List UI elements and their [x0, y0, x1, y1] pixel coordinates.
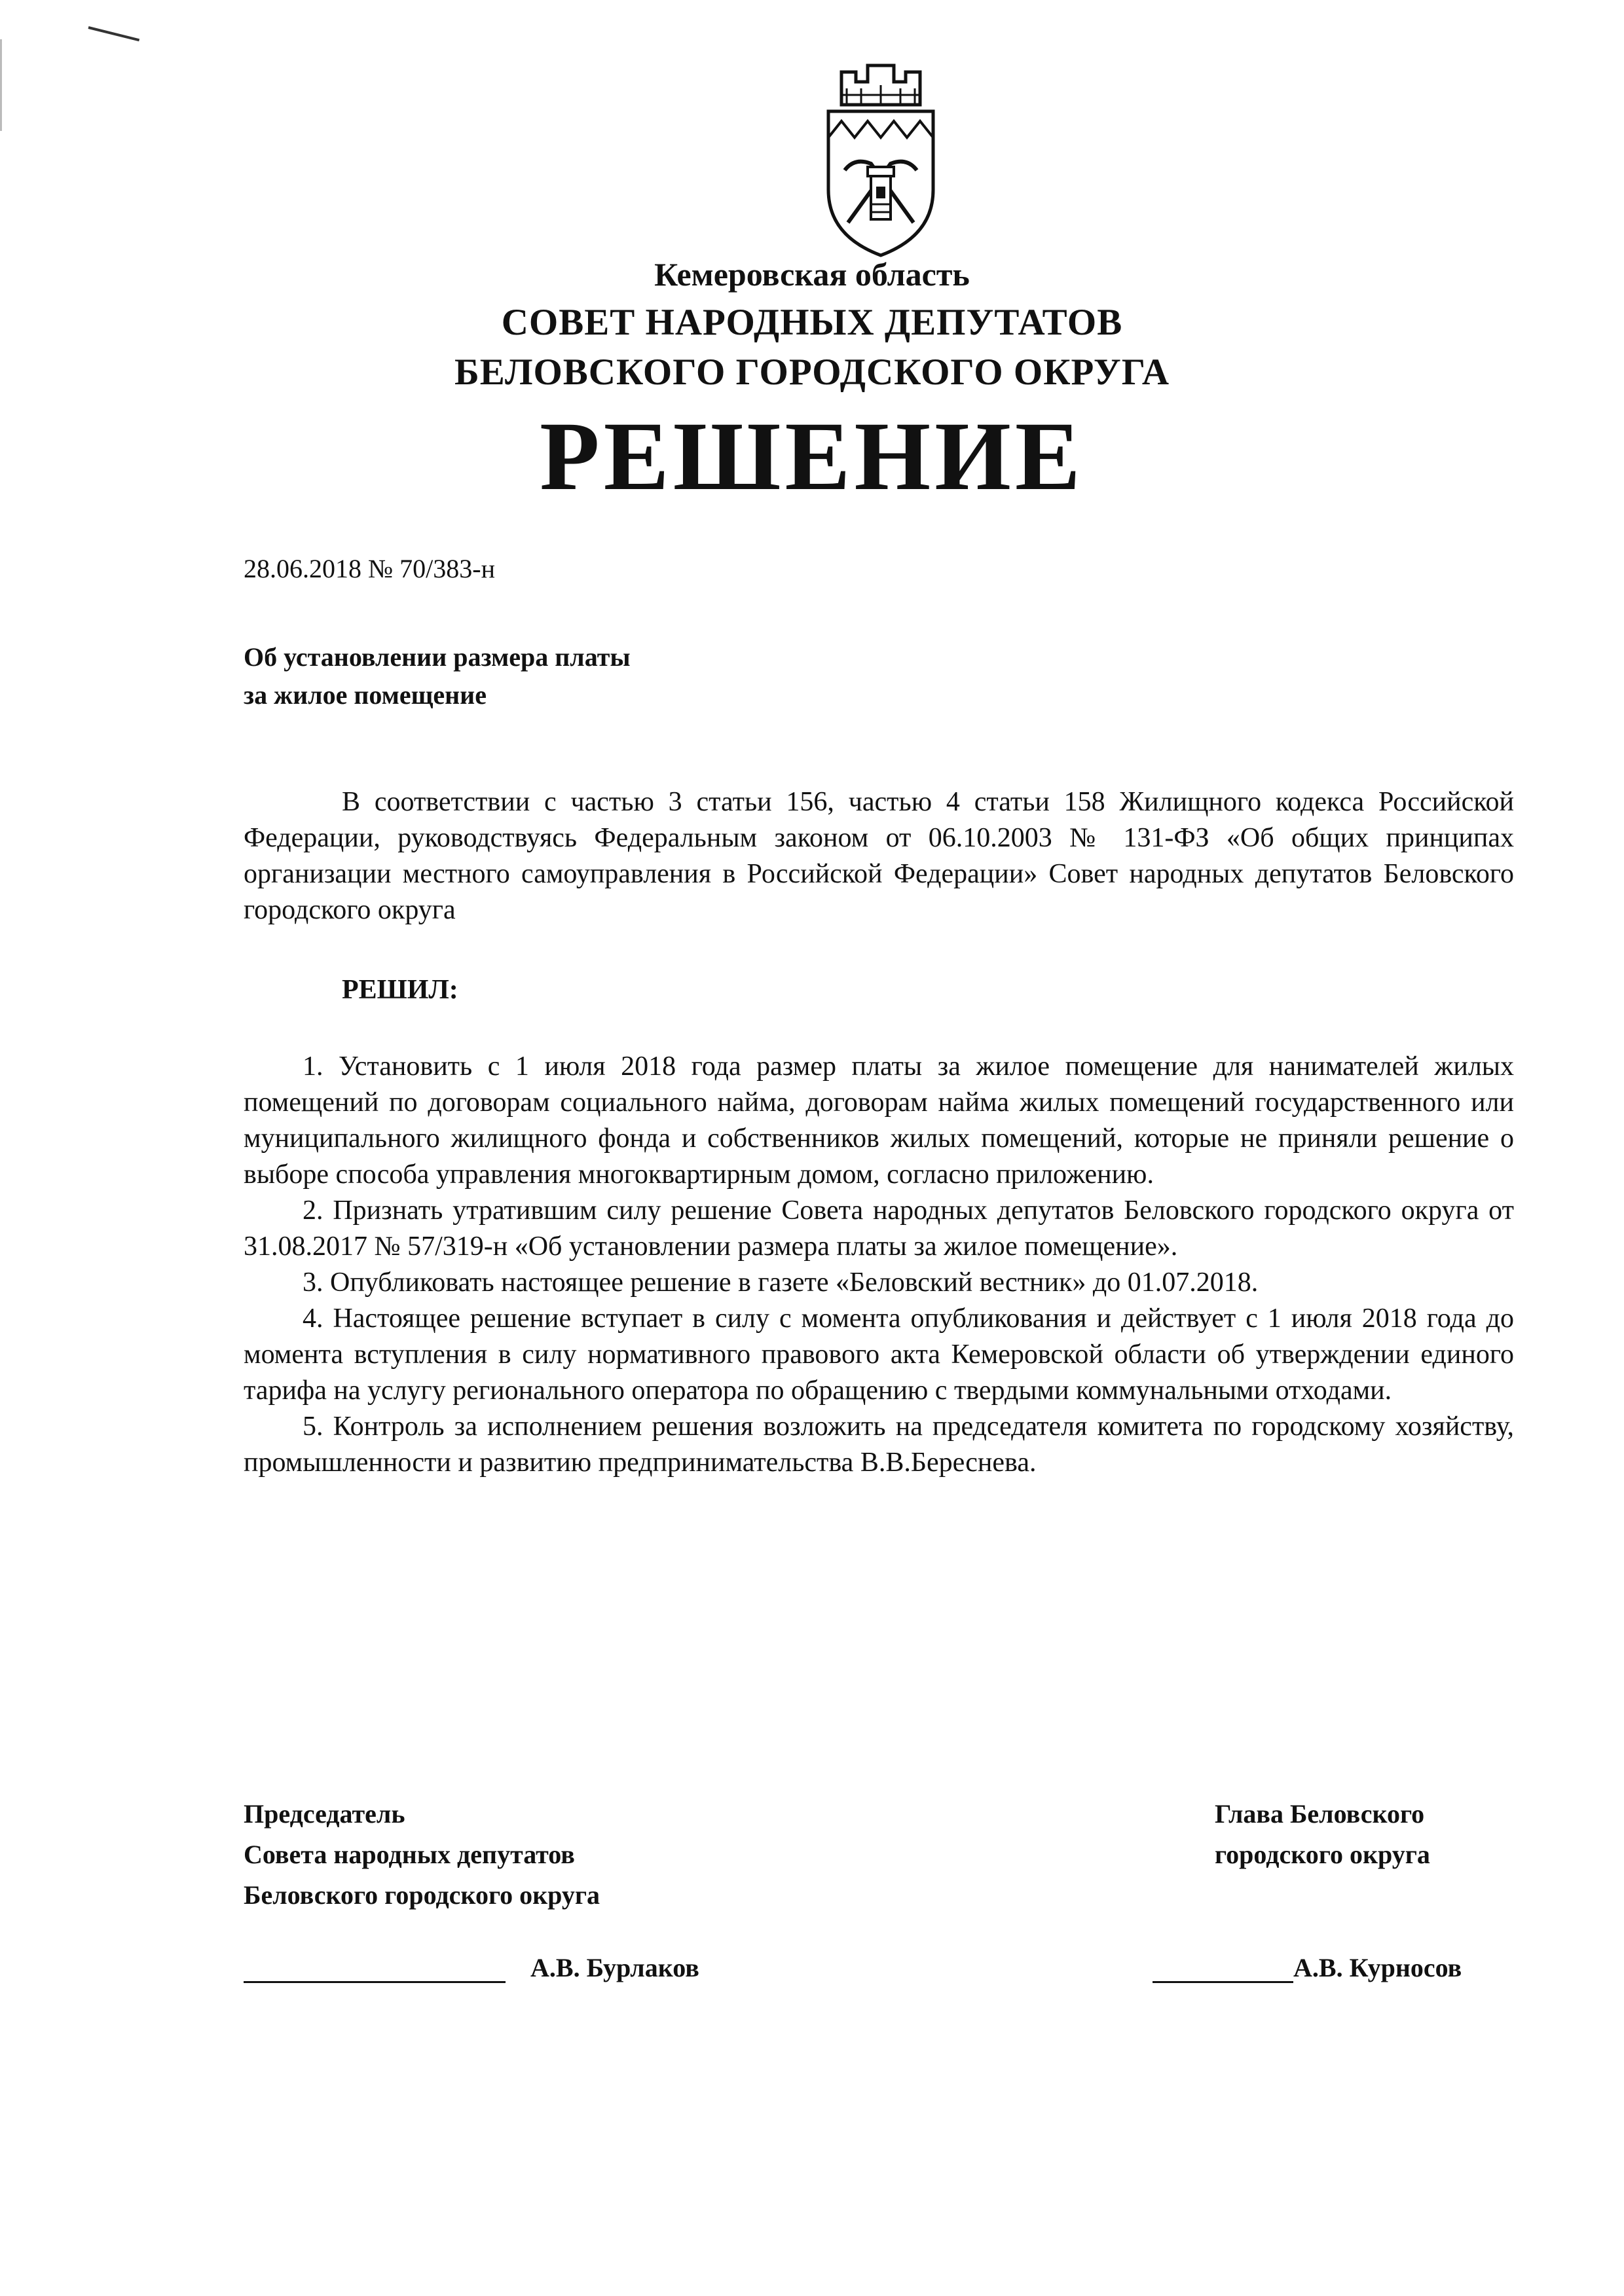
decision-item: 5. Контроль за исполнением решения возложить на председателя комитета по городскому хозяйству, промышленности и развитию предпринимательства В.В.Береснева. — [244, 1412, 1514, 1478]
coat-of-arms-icon — [815, 59, 946, 262]
decision-item: 2. Признать утратившим силу решение Совета народных депутатов Беловского городского округа от 31.08.2017 № 57/319-н «Об установлении размера платы за жилое помещение». — [244, 1195, 1514, 1262]
decision-items — [244, 1049, 1514, 1481]
signatory-title-line: Председатель — [244, 1799, 405, 1829]
signature-block-chairman — [244, 1794, 600, 1916]
subject — [244, 638, 631, 714]
document-type-title: РЕШЕНИЕ — [540, 402, 1084, 511]
scan-edge — [0, 39, 2, 131]
council-title: СОВЕТ НАРОДНЫХ ДЕПУТАТОВ — [501, 302, 1123, 343]
date-number: 28.06.2018 № 70/383-н — [244, 554, 496, 583]
signature-line-head — [1153, 1952, 1462, 1983]
subject-line-1: Об установлении размера платы — [244, 642, 631, 672]
subject-line-2: за жилое помещение — [244, 680, 487, 710]
district-title: БЕЛОВСКОГО ГОРОДСКОГО ОКРУГА — [454, 352, 1170, 393]
region-title: Кемеровская область — [654, 256, 970, 293]
scan-mark — [88, 26, 140, 41]
signatory-title-line: Беловского городского округа — [244, 1880, 600, 1910]
signature-line-chairman — [244, 1952, 699, 1983]
signature-underline — [244, 1952, 506, 1983]
signature-block-head — [1215, 1794, 1430, 1875]
decision-item: 4. Настоящее решение вступает в силу с момента опубликования и действует с 1 июля 2018 года до момента вступления в силу нормативного правового акта Кемеровской области об утверждении единого тарифа на услугу регионального оператора по обращению с твердыми коммунальными отходами. — [244, 1303, 1514, 1406]
resolved-heading: РЕШИЛ: — [342, 975, 458, 1005]
signatory-title-line: Глава Беловского — [1215, 1799, 1425, 1829]
signatory-title-line: Совета народных депутатов — [244, 1840, 575, 1869]
signatory-name: А.В. Бурлаков — [530, 1953, 699, 1982]
decision-item: 3. Опубликовать настоящее решение в газете «Беловский вестник» до 01.07.2018. — [303, 1267, 1259, 1298]
preamble-paragraph: В соответствии с частью 3 статьи 156, частью 4 статьи 158 Жилищного кодекса Российской Федерации, руководствуясь Федеральным законом от 06.10.2003 № 131-ФЗ «Об общих принципах организации местного самоуправления в Российской Федерации» Совет народных депутатов Беловского городского округа — [244, 787, 1514, 925]
signatory-name: А.В. Курносов — [1293, 1953, 1462, 1982]
signatory-title-line: городского округа — [1215, 1840, 1430, 1869]
signature-underline — [1153, 1952, 1293, 1983]
decision-item: 1. Установить с 1 июля 2018 года размер платы за жилое помещение для нанимателей жилых помещений по договорам социального найма, договорам найма жилых помещений государственного или муниципального жилищного фонда и собственников жилых помещений, которые не приняли решение о выборе способа управления многоквартирным домом, согласно приложению. — [244, 1051, 1514, 1190]
